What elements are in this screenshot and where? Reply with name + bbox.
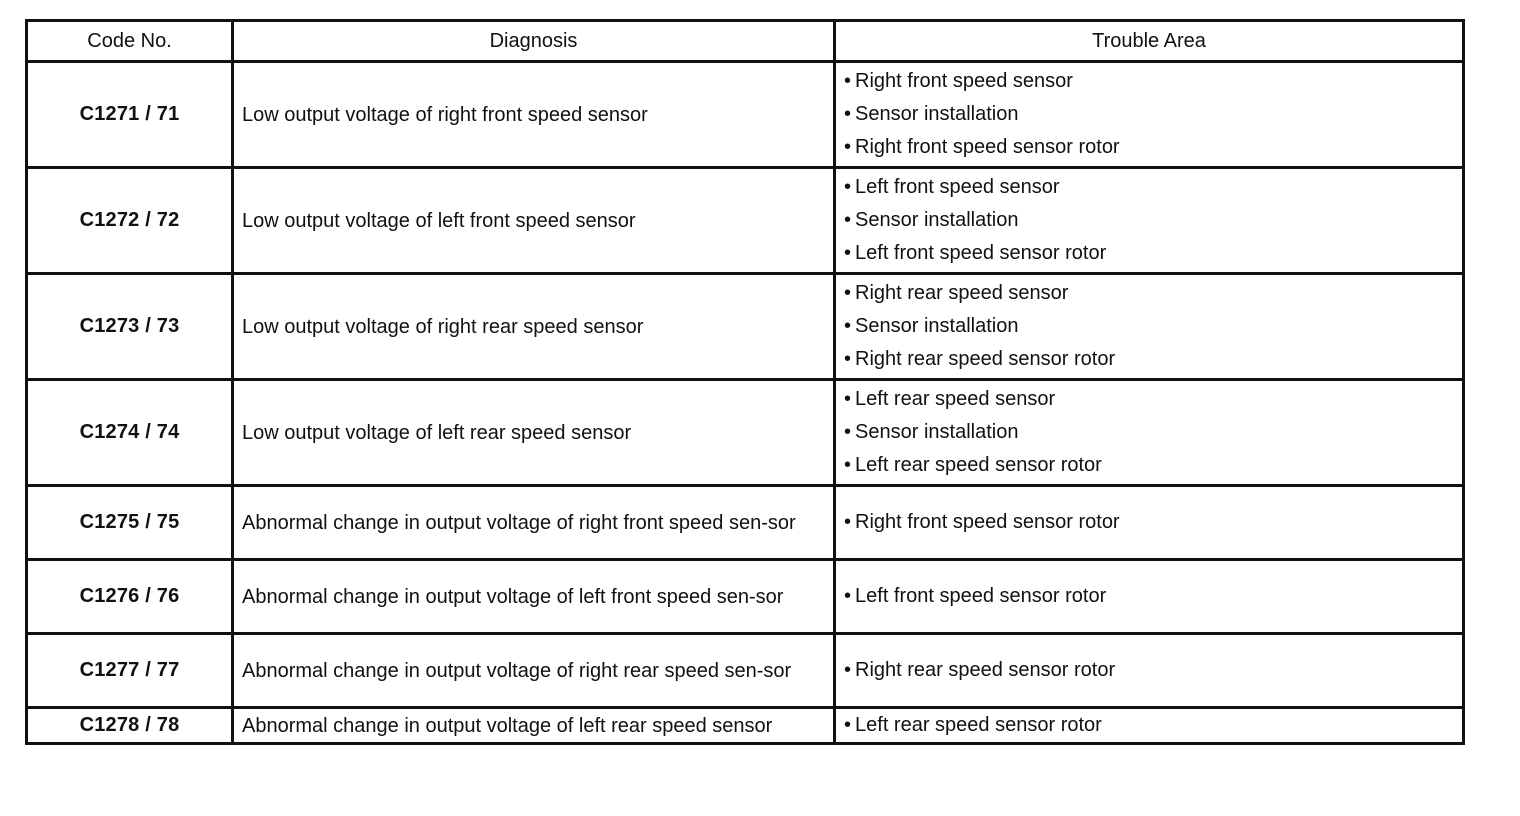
trouble-area-item: • Left rear speed sensor rotor	[844, 709, 1462, 742]
trouble-area-item: • Left front speed sensor rotor	[844, 237, 1462, 270]
trouble-area-list	[844, 506, 1462, 539]
trouble-area-list	[844, 65, 1462, 164]
table-row	[27, 708, 1464, 744]
table-row	[27, 274, 1464, 380]
header-trouble-area: Trouble Area	[835, 21, 1464, 62]
diagnosis-cell: Low output voltage of left rear speed sensor	[233, 380, 835, 486]
diagnosis-cell: Low output voltage of right front speed sensor	[233, 62, 835, 168]
code-cell: C1273 / 73	[27, 274, 233, 380]
code-cell: C1272 / 72	[27, 168, 233, 274]
trouble-area-list	[844, 709, 1462, 742]
table-row	[27, 634, 1464, 708]
trouble-area-item: • Sensor installation	[844, 416, 1462, 449]
trouble-area-list	[844, 277, 1462, 376]
trouble-area-cell	[835, 274, 1464, 380]
trouble-area-item: • Right rear speed sensor	[844, 277, 1462, 310]
code-cell: C1276 / 76	[27, 560, 233, 634]
trouble-area-item: • Right front speed sensor	[844, 65, 1462, 98]
diagnosis-cell: Abnormal change in output voltage of left front speed sen-sor	[233, 560, 835, 634]
trouble-area-cell	[835, 168, 1464, 274]
table-row	[27, 62, 1464, 168]
trouble-area-item: • Sensor installation	[844, 204, 1462, 237]
trouble-area-item: • Right front speed sensor rotor	[844, 506, 1462, 539]
diagnosis-cell: Abnormal change in output voltage of right rear speed sen-sor	[233, 634, 835, 708]
trouble-area-cell	[835, 634, 1464, 708]
code-cell: C1277 / 77	[27, 634, 233, 708]
trouble-area-list	[844, 383, 1462, 482]
trouble-area-list	[844, 654, 1462, 687]
trouble-area-item: • Right rear speed sensor rotor	[844, 343, 1462, 376]
diagnosis-cell: Abnormal change in output voltage of right front speed sen-sor	[233, 486, 835, 560]
table-header-row	[27, 21, 1464, 62]
trouble-area-item: • Right front speed sensor rotor	[844, 131, 1462, 164]
table-row	[27, 380, 1464, 486]
diagnosis-cell: Low output voltage of right rear speed sensor	[233, 274, 835, 380]
trouble-area-cell	[835, 380, 1464, 486]
trouble-area-item: • Left rear speed sensor rotor	[844, 449, 1462, 482]
trouble-area-list	[844, 171, 1462, 270]
trouble-area-item: • Sensor installation	[844, 310, 1462, 343]
trouble-area-item: • Left rear speed sensor	[844, 383, 1462, 416]
code-cell: C1278 / 78	[27, 708, 233, 744]
code-cell: C1271 / 71	[27, 62, 233, 168]
trouble-area-cell	[835, 486, 1464, 560]
header-code-no: Code No.	[27, 21, 233, 62]
table-row	[27, 168, 1464, 274]
diagnostic-code-table	[25, 19, 1465, 745]
diagnosis-cell: Low output voltage of left front speed sensor	[233, 168, 835, 274]
dtc-table-container	[25, 19, 1462, 745]
trouble-area-item: • Left front speed sensor rotor	[844, 580, 1462, 613]
code-cell: C1275 / 75	[27, 486, 233, 560]
code-cell: C1274 / 74	[27, 380, 233, 486]
trouble-area-item: • Left front speed sensor	[844, 171, 1462, 204]
trouble-area-list	[844, 580, 1462, 613]
table-row	[27, 560, 1464, 634]
diagnosis-cell: Abnormal change in output voltage of left rear speed sensor	[233, 708, 835, 744]
trouble-area-item: • Right rear speed sensor rotor	[844, 654, 1462, 687]
trouble-area-cell	[835, 62, 1464, 168]
trouble-area-cell	[835, 708, 1464, 744]
trouble-area-item: • Sensor installation	[844, 98, 1462, 131]
table-row	[27, 486, 1464, 560]
header-diagnosis: Diagnosis	[233, 21, 835, 62]
trouble-area-cell	[835, 560, 1464, 634]
